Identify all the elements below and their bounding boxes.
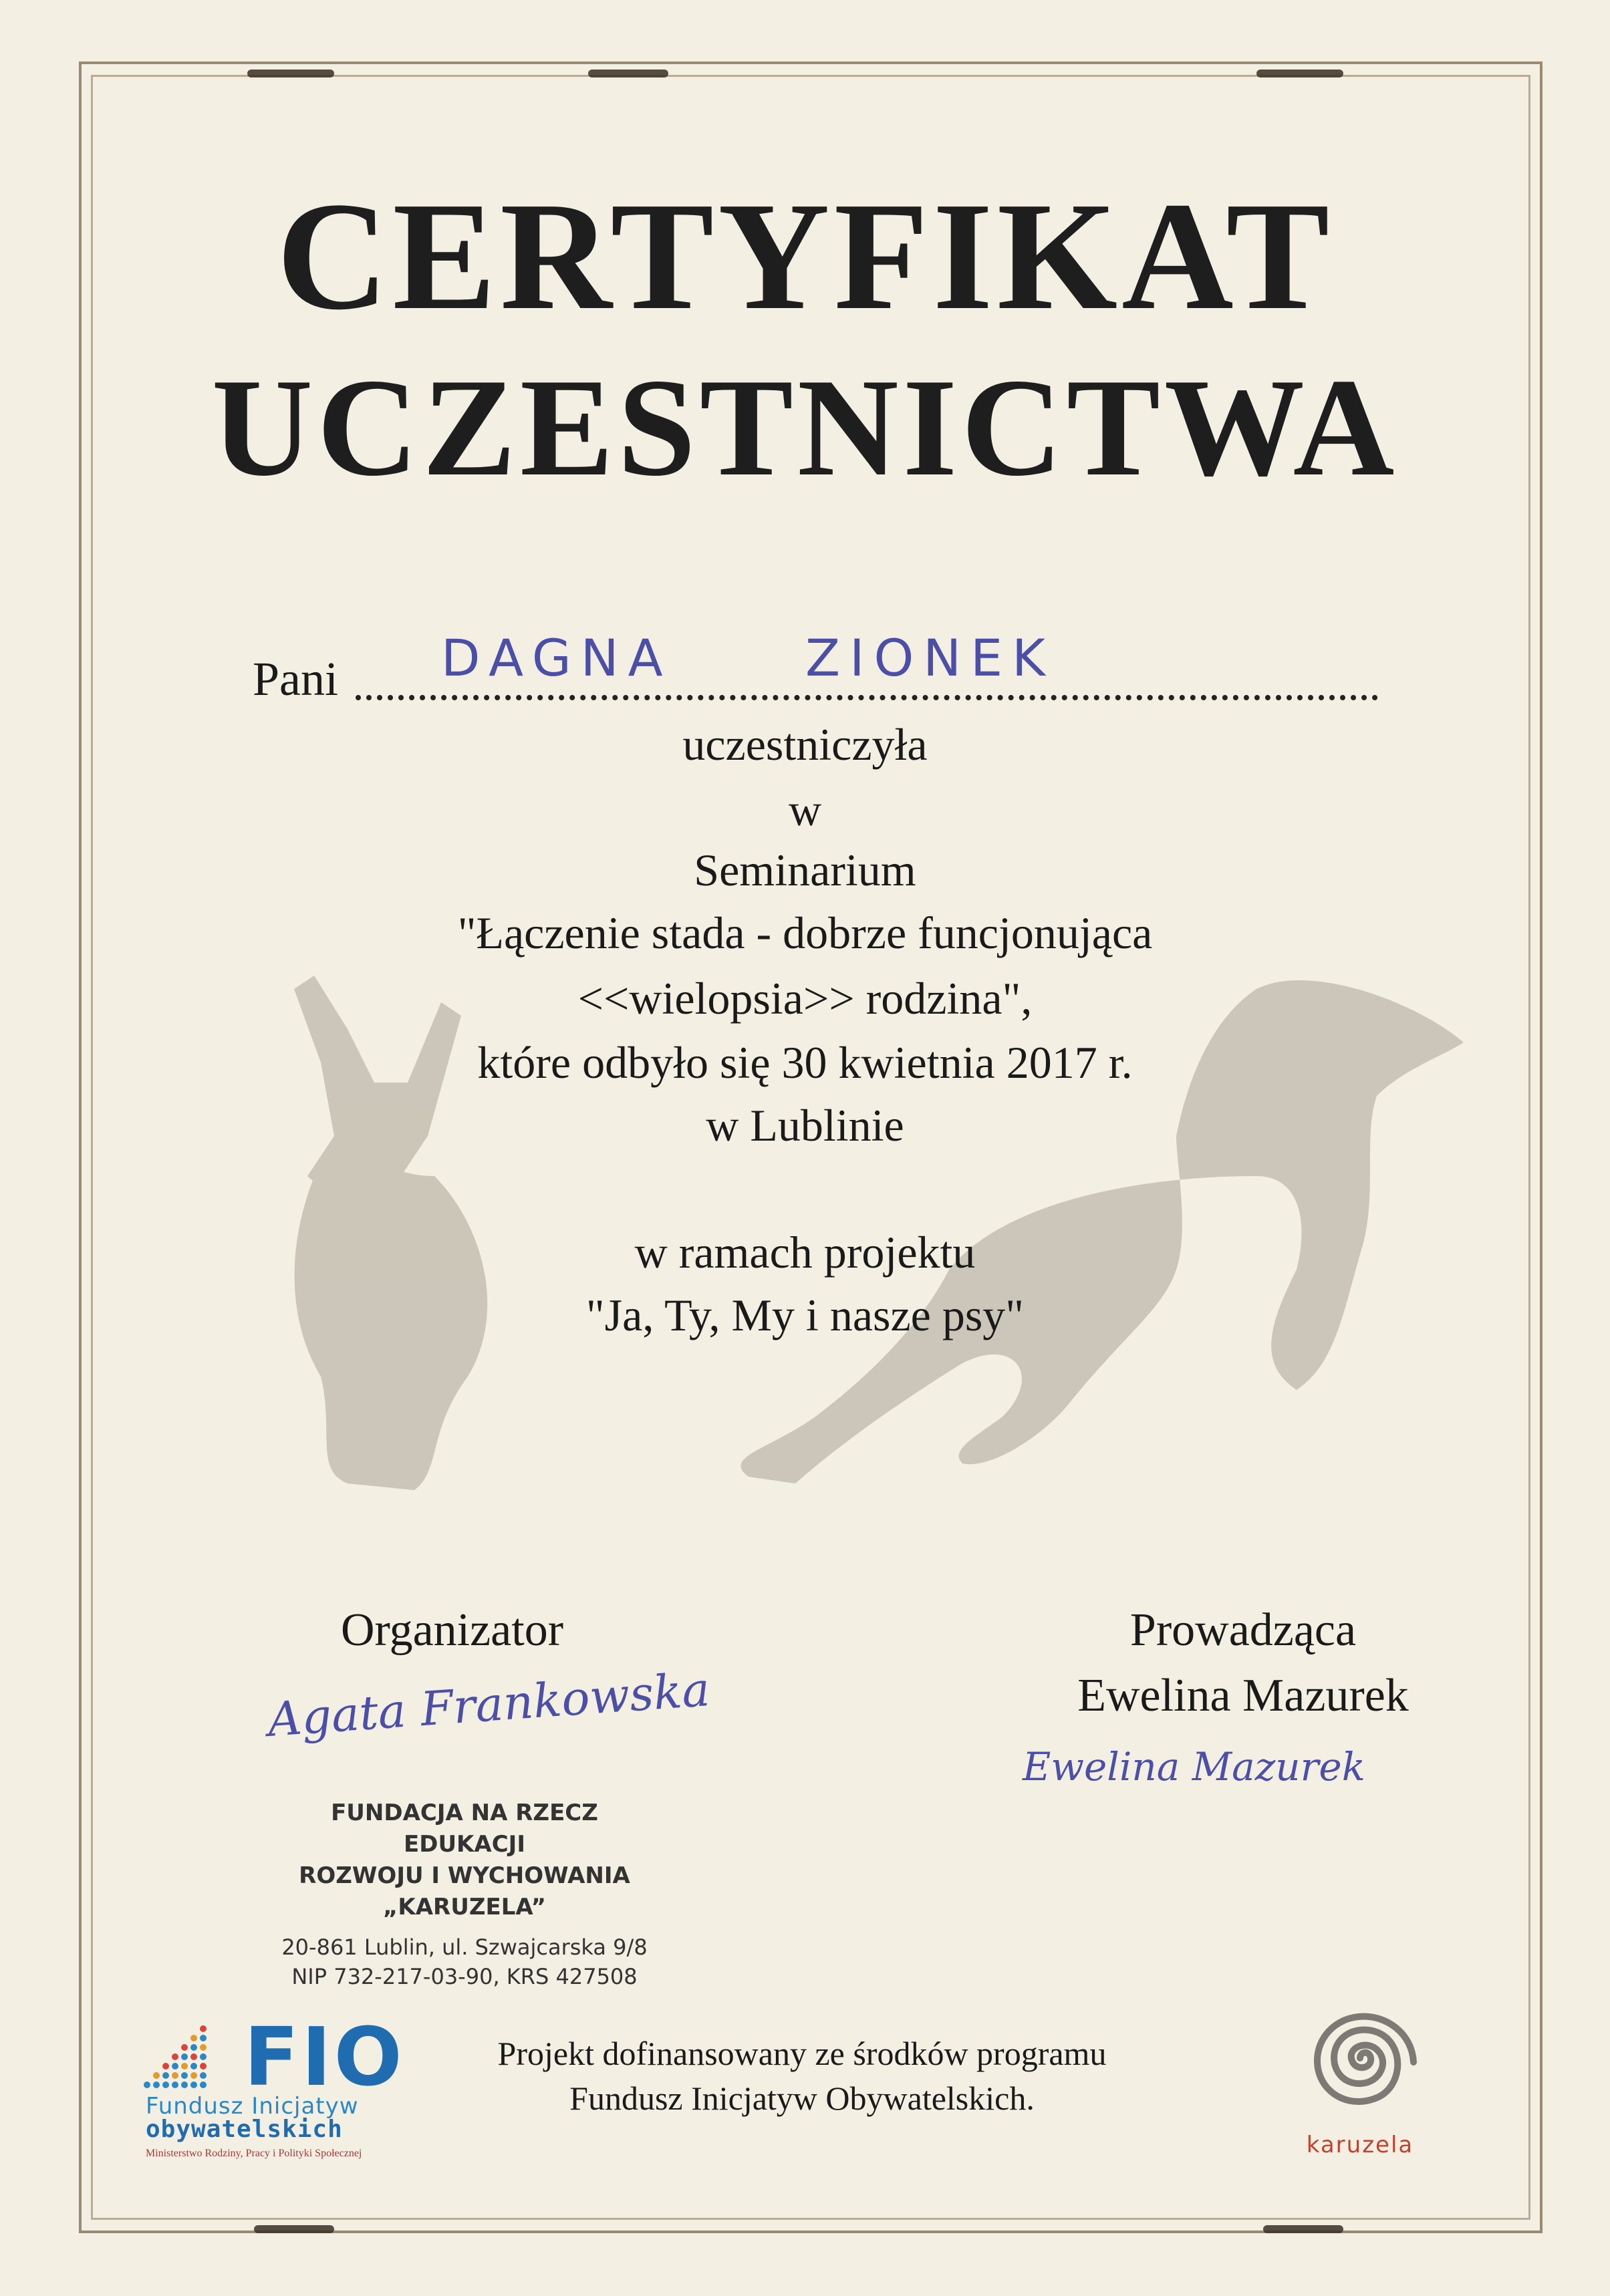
stamp-address: 20-861 Lublin, ul. Szwajcarska 9/8 [281,1934,648,1960]
stamp-line: FUNDACJA NA RZECZ EDUKACJI [331,1800,598,1858]
seminar-date: które odbyło się 30 kwietnia 2017 r. [477,1037,1133,1088]
frame-ornament [1263,2225,1343,2233]
certificate-title: CERTYFIKAT [276,170,1334,342]
leader-name: Ewelina Mazurek [1077,1670,1409,1721]
frame-ornament [1256,69,1343,78]
stamp-line: ROZWOJU I WYCHOWANIA [299,1862,630,1889]
recipient-last-name: ZIONEK [805,628,1055,688]
leader-label: Prowadząca [1129,1604,1357,1656]
recipient-first-name: DAGNA [441,628,672,688]
funding-line: Projekt dofinansowany ze środków programu [497,2035,1107,2072]
spiral-icon [1287,1991,1434,2125]
fio-word: FIO [244,2011,405,2104]
seminar-title-line2: <<wielopsia>> rodzina", [577,973,1033,1024]
organizer-label: Organizator [341,1604,564,1656]
recipient-prefix: Pani [253,652,339,706]
body-line: Seminarium [694,845,916,895]
fio-tagline: obywatelskich [146,2116,343,2143]
karuzela-logo [1273,1991,1447,2165]
funding-line: Fundusz Inicjatyw Obywatelskich. [569,2079,1035,2117]
fio-dots-icon [140,2018,241,2092]
foundation-stamp [267,1798,662,1991]
project-name: "Ja, Ty, My i nasze psy" [585,1290,1025,1340]
project-intro: w ramach projektu [634,1227,976,1278]
recipient-dotted-line [356,695,1378,700]
body-line: w [788,784,822,835]
stamp-registration: NIP 732-217-03-90, KRS 427508 [291,1963,638,1989]
frame-ornament [588,69,668,78]
fio-logo [140,2011,408,2165]
seminar-location: w Lublinie [706,1100,904,1151]
fio-tagline: Fundusz Inicjatyw [146,2093,359,2120]
fio-ministry: Ministerstwo Rodziny, Pracy i Polityki Społecznej [146,2148,362,2159]
seminar-title-line1: "Łączenie stada - dobrze funcjonująca [457,907,1153,958]
frame-ornament [254,2225,334,2233]
frame-ornament [247,69,334,78]
body-line: uczestniczyła [682,719,928,770]
stamp-line: „KARUZELA” [383,1893,546,1920]
certificate-subtitle: UCZESTNICTWA [211,350,1399,505]
leader-signature: Ewelina Mazurek [1023,1744,1365,1789]
karuzela-word: karuzela [1306,2132,1414,2158]
funding-note [401,2031,1203,2120]
organizer-signature: Agata Frankowska [265,1661,712,1748]
